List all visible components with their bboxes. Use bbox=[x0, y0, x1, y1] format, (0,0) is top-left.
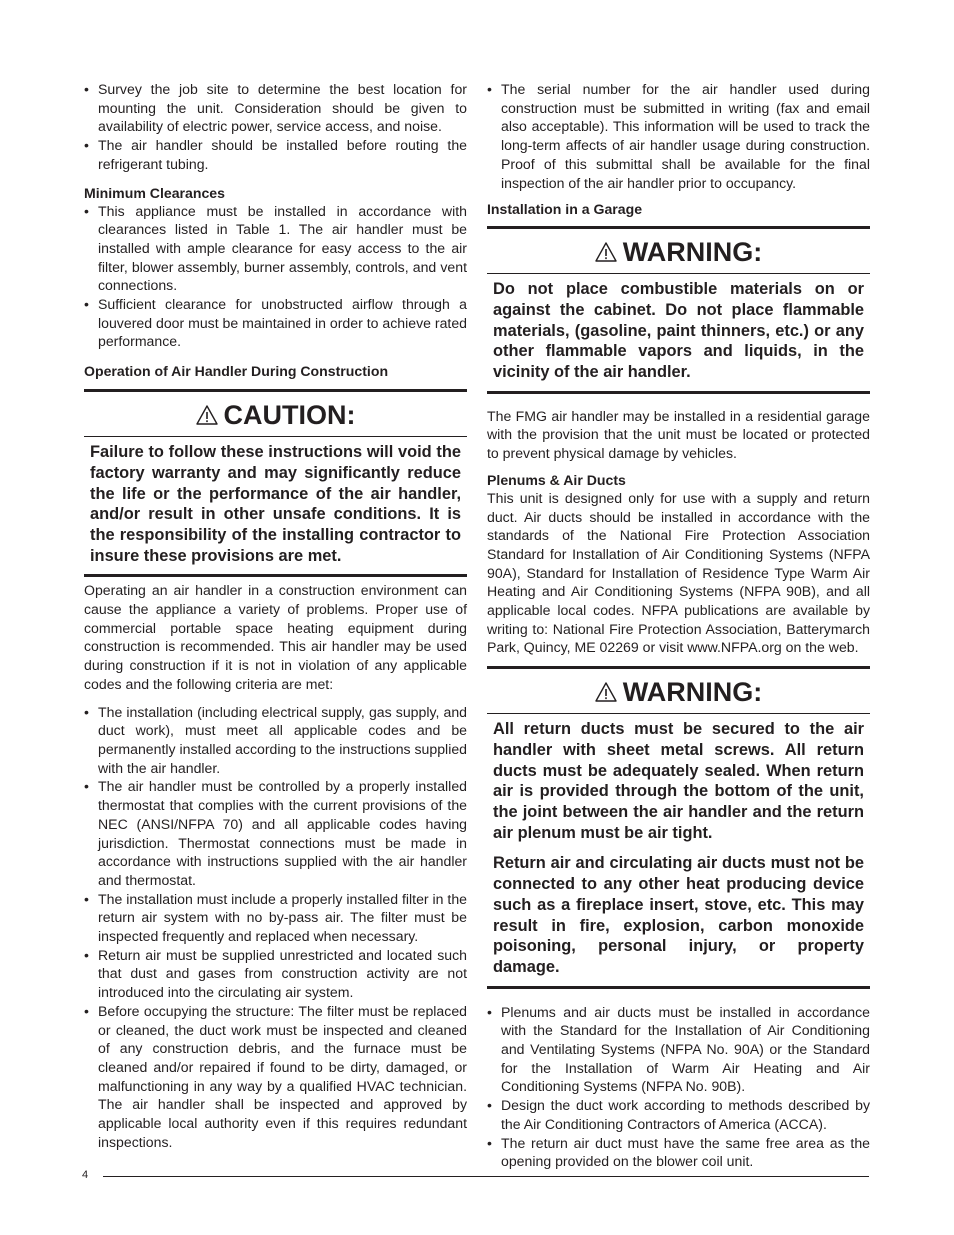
caution-title bbox=[84, 392, 467, 437]
caution-title-text: CAUTION: bbox=[223, 400, 356, 431]
warning-body bbox=[487, 274, 870, 391]
operation-heading: Operation of Air Handler During Construction bbox=[84, 363, 389, 380]
list-item: • Return air must be supplied unrestricted and located such that dust and gases from construction activity are not introduced into the circulating air system. bbox=[84, 946, 467, 1002]
list-item: • The return air duct must have the same free area as the opening provided on the blower coil unit. bbox=[487, 1134, 870, 1171]
warning-triangle-icon bbox=[595, 242, 617, 262]
warning-title bbox=[487, 669, 870, 714]
garage-paragraph: The FMG air handler may be installed in a residential garage with the provision that the unit must be located or protected to prevent physical damage by vehicles. bbox=[487, 407, 870, 462]
warning-triangle-icon bbox=[595, 682, 617, 702]
operation-paragraph: Operating an air handler in a construction environment can cause the appliance a variety of problems. Proper use of commercial portable space heating equipment during construction is recommended. This air handler may be used during construction if it is not in violation of any applicable codes and the following criteria are met: bbox=[84, 582, 467, 692]
list-item: • The installation (including electrical supply, gas supply, and duct work), must meet all applicable codes and be permanently installed according to the instructions supplied with the air handler. bbox=[84, 703, 467, 778]
garage-heading: Installation in a Garage bbox=[487, 201, 643, 218]
list-item: • Sufficient clearance for unobstructed airflow through a louvered door must be maintained in order to achieve rated performance. bbox=[84, 295, 467, 351]
warning-title-text: WARNING: bbox=[622, 677, 763, 708]
ducts-warning-box bbox=[487, 666, 870, 988]
warning-triangle-icon bbox=[196, 405, 218, 425]
list-item: • The air handler should be installed before routing the refrigerant tubing. bbox=[84, 136, 467, 173]
caution-body bbox=[84, 437, 467, 574]
list-item: • The air handler must be controlled by a properly installed thermostat that complies with the current provisions of the NEC (ANSI/NFPA 70) and all applicable codes having jurisdiction. Thermostat connections must be made in accordance with instructions supplied with the air handler and thermostat. bbox=[84, 777, 467, 889]
ducts-bullet-list bbox=[487, 1003, 870, 1171]
list-item: • Before occupying the structure: The filter must be replaced or cleaned, the duct work must be inspected and cleaned of any construction debris, and the furnace must be cleaned and/or repaired if found to be dirty, damaged, or malfunctioning in any way by a qualified HVAC technician. The air handler shall be inspected and approved by applicable local authority even if this requires redundant inspections. bbox=[84, 1002, 467, 1152]
clearances-bullet-list bbox=[84, 202, 467, 352]
plenums-heading: Plenums & Air Ducts bbox=[487, 471, 626, 488]
right-column bbox=[487, 80, 870, 1171]
list-item: • The serial number for the air handler used during construction must be submitted in writing (fax and email also acceptable). This information will be used to track the long-term affects of air handler usage during construction. Proof of this submittal shall be available for the final inspection of the air handler prior to occupancy. bbox=[487, 80, 870, 192]
warning-title-text: WARNING: bbox=[622, 237, 763, 268]
minimum-clearances-heading: Minimum Clearances bbox=[84, 184, 225, 201]
page-number: 4 bbox=[82, 1169, 89, 1181]
warning-text: Return air and circulating air ducts must not be connected to any other heat producing device such as a fireplace insert, stove, etc. This may result in fire, explosion, carbon monoxide poisoning, personal injury, or property damage. bbox=[493, 854, 864, 976]
warning-text: Do not place combustible materials on or against the cabinet. Do not place flammable materials, (gasoline, paint thinners, etc.) or any other flammable vapors and liquids, in the vicinity of the air handler. bbox=[493, 280, 864, 382]
caution-text: Failure to follow these instructions will void the factory warranty and may significantly reduce the life or the performance of the air handler, and/or result in other unsafe conditions. It is the responsibility of the installing contractor to insure these provisions are met. bbox=[90, 443, 461, 565]
criteria-bullet-list bbox=[84, 703, 467, 1152]
plenums-paragraph: This unit is designed only for use with a supply and return duct. Air ducts should be installed in accordance with the standards of the National Fire Protection Association Standard for Installation of Air Conditioning Systems (NFPA 90A), Standard for Installation of Residence Type Warm Air Heating and Air Conditioning Systems (NFPA 90B), and all applicable local codes. NFPA publications are available by writing to: National Fire Protection Association, Batterymarch Park, Quincy, ME 02269 or visit www.NFPA.org on the web. bbox=[487, 489, 870, 656]
list-item: • This appliance must be installed in accordance with clearances listed in Table 1. The air handler must be installed with ample clearance for easy access to the air filter, blower assembly, burner assembly, controls, and vent connections. bbox=[84, 202, 467, 296]
left-column bbox=[84, 80, 467, 1151]
list-item: • The installation must include a properly installed filter in the return air system with no by-pass air. The filter must be inspected frequently and replaced when necessary. bbox=[84, 890, 467, 946]
intro-bullet-list bbox=[84, 80, 467, 174]
caution-box bbox=[84, 389, 467, 577]
footer-divider bbox=[103, 1176, 869, 1177]
list-item: • Plenums and air ducts must be installed in accordance with the Standard for the Installation of Air Conditioning and Ventilating Systems (NFPA No. 90A) or the Standard for the Installation of Warm Air Heating and Air Conditioning Systems (NFPA No. 90B). bbox=[487, 1003, 870, 1097]
warning-body bbox=[487, 714, 870, 985]
list-item: • Survey the job site to determine the best location for mounting the unit. Consideration should be given to availability of electric power, service access, and noise. bbox=[84, 80, 467, 136]
warning-title bbox=[487, 229, 870, 274]
garage-warning-box bbox=[487, 226, 870, 394]
list-item: • Design the duct work according to methods described by the Air Conditioning Contractors of America (ACCA). bbox=[487, 1096, 870, 1133]
serial-bullet-list bbox=[487, 80, 870, 192]
warning-text: All return ducts must be secured to the air handler with sheet metal screws. All return ducts must be adequately sealed. When return air is provided through the bottom of the unit, the joint between the air handler and the return air plenum must be air tight. bbox=[493, 720, 864, 842]
